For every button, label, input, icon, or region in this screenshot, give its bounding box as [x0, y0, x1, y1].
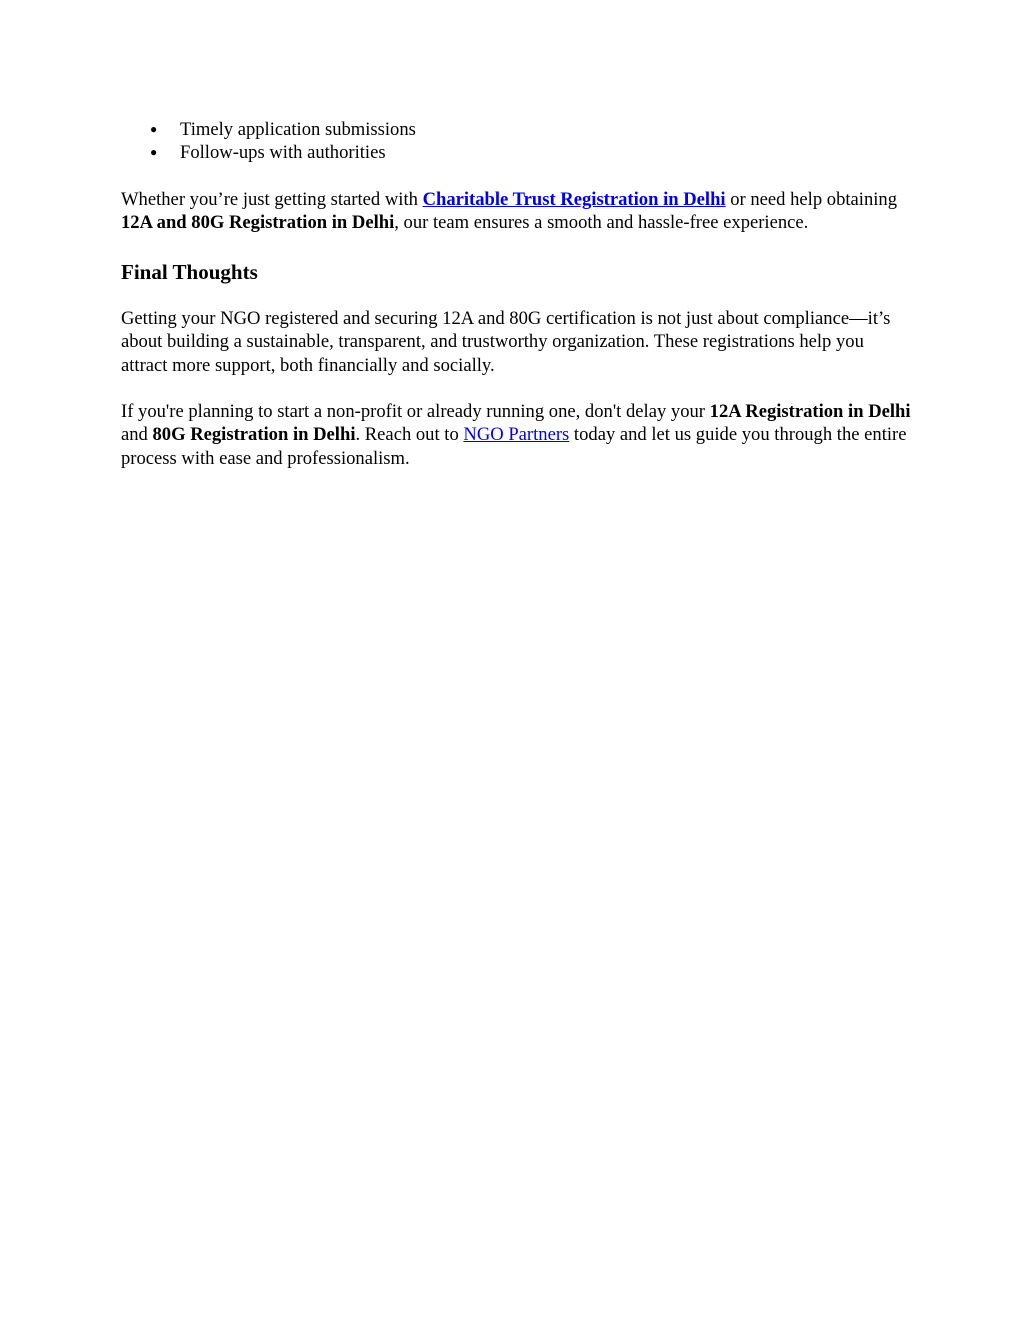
paragraph-final-thoughts: Getting your NGO registered and securing 12A and 80G certification is not just about compliance—it’s about building a sustainable, transparent, and trustworthy organization. These registrations help you attract more support, both financially and socially.	[121, 308, 891, 376]
list-item	[121, 141, 911, 164]
paragraph-text: or need help obtaining	[725, 188, 898, 210]
paragraph-text: and	[121, 424, 153, 446]
bullet-text: Timely application submissions	[180, 119, 416, 140]
bullet-icon: ●	[150, 145, 158, 160]
paragraph-text: , our team ensures a smooth and hassle-free experience.	[394, 211, 809, 233]
charitable-trust-link[interactable]: Charitable Trust Registration in Delhi	[422, 188, 726, 210]
bullet-icon: ●	[150, 122, 158, 136]
paragraph-text: Whether you’re just getting started with	[121, 188, 423, 210]
document-page	[121, 118, 911, 470]
paragraph-text: . Reach out to	[355, 424, 464, 446]
bold-phrase: 12A Registration in Delhi	[709, 401, 911, 423]
bold-phrase: 12A and 80G Registration in Delhi	[121, 211, 395, 233]
paragraph-services	[121, 188, 911, 235]
paragraph-text: today and let us guide you through the entire process with ease and professionalism.	[121, 424, 907, 469]
bold-phrase: 80G Registration in Delhi	[152, 424, 356, 446]
paragraph-call-to-action	[121, 400, 911, 470]
bullet-list	[121, 118, 911, 165]
list-item	[121, 118, 911, 141]
section-heading: Final Thoughts	[121, 260, 258, 285]
bullet-text: Follow-ups with authorities	[180, 142, 386, 164]
paragraph-text: If you're planning to start a non-profit or already running one, don't delay your	[121, 401, 710, 423]
ngo-partners-link[interactable]: NGO Partners	[463, 424, 570, 446]
